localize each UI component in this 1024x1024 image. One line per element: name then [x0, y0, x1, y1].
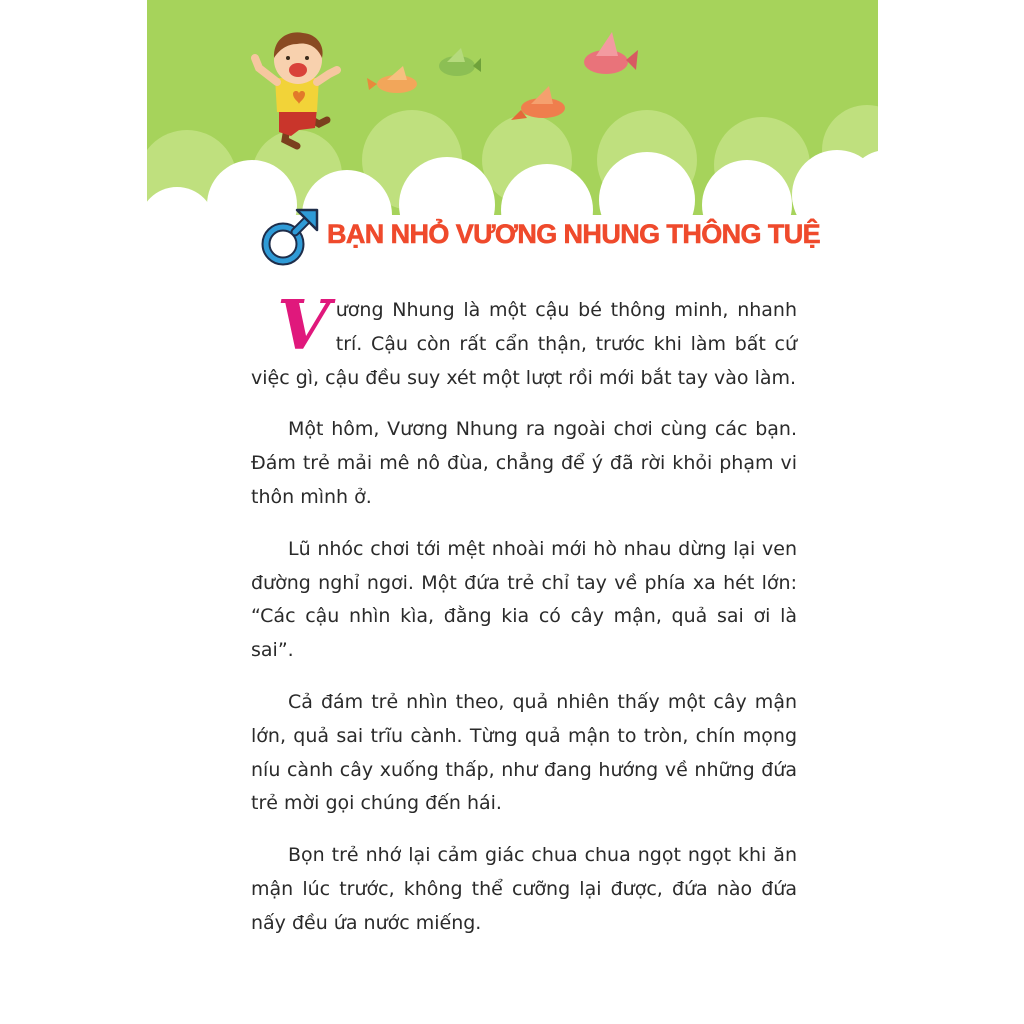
drop-cap: V — [277, 286, 330, 366]
paragraph-4: Cả đám trẻ nhìn theo, quả nhiên thấy một cây mận lớn, quả sai trĩu cành. Từng quả mận to tròn, chín mọng níu cành cây xuống thấp, như đang hướng về những đứa trẻ mời gọi chúng đến hái. — [251, 690, 797, 815]
chapter-heading — [259, 206, 859, 268]
paragraph-5: Bọn trẻ nhớ lại cảm giác chua chua ngọt ngọt khi ăn mận lúc trước, không thể cưỡng lại được, đứa nào đứa nấy đều ứa nước miếng. — [251, 844, 797, 934]
chapter-title: BẠN NHỎ VƯƠNG NHUNG THÔNG TUỆ — [327, 219, 821, 249]
male-symbol-icon — [259, 206, 321, 268]
header-illustration — [147, 0, 878, 240]
paragraph-1 — [251, 286, 797, 395]
book-page — [147, 0, 878, 1024]
paragraph-2: Một hôm, Vương Nhung ra ngoài chơi cùng các bạn. Đám trẻ mải mê nô đùa, chẳng để ý đã rời khỏi phạm vi thôn mình ở. — [251, 418, 797, 508]
paragraph-3: Lũ nhóc chơi tới mệt nhoài mới hò nhau dừng lại ven đường nghỉ ngơi. Một đứa trẻ chỉ tay về phía xa hét lớn: “Các cậu nhìn kìa, đằng kia có cây mận, quả sai ơi là sai”. — [251, 537, 797, 662]
paragraph-1-text: ương Nhung là một cậu bé thông minh, nhanh trí. Cậu còn rất cẩn thận, trước khi làm bất cứ việc gì, cậu đều suy xét một lượt rồi mới bắt tay vào làm. — [251, 299, 797, 389]
story-text — [251, 286, 797, 959]
